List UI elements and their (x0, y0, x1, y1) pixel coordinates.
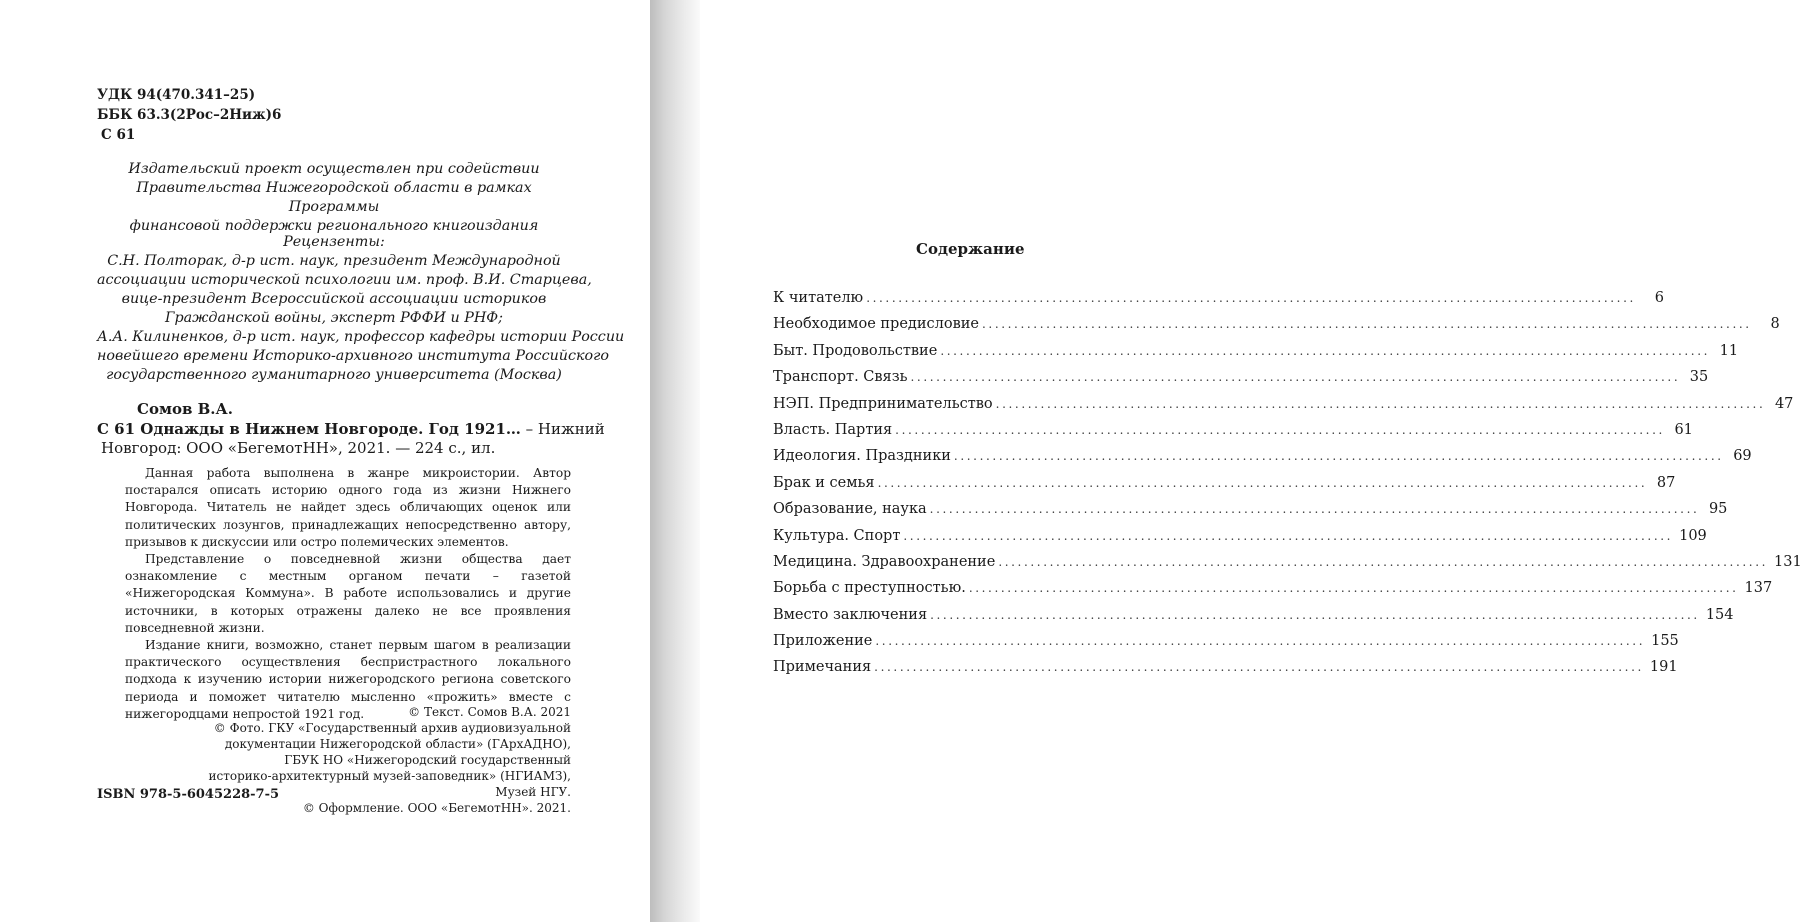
support-line: Правительства Нижегородской области в рамках Программы (136, 180, 532, 215)
toc-entry-page: 6 (1654, 290, 1664, 306)
toc-entry (773, 445, 1752, 471)
reviewer-line: вице-президент Всероссийской ассоциации историков (121, 291, 547, 307)
publishing-support-note (97, 160, 571, 236)
classification-codes (97, 85, 281, 145)
toc-entry-label: Быт. Продовольствие (773, 342, 938, 359)
toc-dot-leader: ........................................................................................................................ (929, 502, 1700, 517)
toc-dot-leader: ........................................................................................................................ (903, 528, 1674, 543)
author-name: Сомов В.А. (137, 400, 233, 418)
toc-entry-label: Медицина. Здравоохранение (773, 553, 996, 570)
toc-entry-page: 131 (1774, 553, 1802, 570)
support-line: финансовой поддержки регионального книгоиздания (129, 218, 539, 234)
copyright-line: Музей НГУ. (495, 785, 571, 799)
toc-dot-leader: ........................................................................................................................ (953, 449, 1724, 464)
toc-title: Содержание (916, 240, 1025, 258)
toc-entry-label: Культура. Спорт (773, 527, 901, 544)
toc-dot-leader: ........................................................................................................................ (866, 291, 1636, 305)
toc-entry-label: Власть. Партия (773, 421, 893, 438)
reviewer-line: Гражданской войны, эксперт РФФИ и РНФ; (165, 310, 503, 326)
toc-entry-page: 8 (1770, 316, 1780, 333)
toc-entry (773, 393, 1794, 419)
toc-entry-page: 87 (1656, 474, 1676, 491)
toc-dot-leader: ........................................................................................................................ (981, 317, 1752, 332)
toc-entry-label: Приложение (773, 633, 873, 650)
left-page (0, 0, 650, 922)
toc-entry-page: 191 (1649, 659, 1678, 676)
toc-entry (773, 656, 1678, 682)
toc-entry (773, 472, 1676, 498)
toc-dot-leader: ........................................................................................................................ (998, 554, 1769, 569)
udk-code: УДК 94(470.341–25) (97, 87, 256, 103)
author-sign-code: С 61 (101, 127, 136, 143)
toc-dot-leader: ........................................................................................................................ (874, 660, 1644, 675)
toc-entry-label: Вместо заключения (773, 606, 928, 623)
toc-entry-page: 61 (1674, 421, 1693, 438)
toc-entry-label: НЭП. Предпринимательство (773, 395, 993, 412)
toc-entry-page: 155 (1651, 633, 1679, 650)
bib-line-1 (97, 420, 605, 439)
toc-dot-leader: ........................................................................................................................ (930, 607, 1700, 622)
bbk-code: ББК 63.3(2Рос–2Ниж)6 (97, 107, 282, 123)
copyright-line: © Оформление. ООО «БегемотНН». 2021. (302, 801, 571, 815)
toc-entry (773, 366, 1709, 392)
copyright-line: документации Нижегородской области» (ГАрхАДНО), (224, 737, 571, 751)
toc-entry-label: К читателю (773, 290, 864, 306)
toc-entry-label: Транспорт. Связь (773, 369, 908, 386)
toc-entry-page: 35 (1689, 369, 1709, 386)
toc-dot-leader: ........................................................................................................................ (895, 422, 1665, 437)
bib-place: – Нижний (520, 420, 605, 438)
reviewer-line: новейшего времени Историко-архивного института Российского (97, 348, 609, 364)
book-title: С 61 Однажды в Нижнем Новгороде. Год 1921… (97, 420, 521, 438)
support-line: Издательский проект осуществлен при содействии (128, 161, 540, 177)
toc-entry (773, 419, 1693, 445)
toc-dot-leader: ........................................................................................................................ (995, 396, 1766, 411)
book-gutter-shadow (650, 0, 700, 922)
toc-dot-leader: ........................................................................................................................ (940, 343, 1711, 358)
toc-entry-label: Необходимое предисловие (773, 316, 979, 333)
toc-entry-page: 95 (1708, 501, 1728, 518)
toc-dot-leader: ........................................................................................................................ (877, 475, 1648, 490)
isbn: ISBN 978-5-6045228-7-5 (97, 787, 280, 802)
reviewer-line: ассоциации исторической психологии им. проф. В.И. Старцева, (97, 272, 592, 288)
toc-entry-page: 109 (1679, 527, 1707, 544)
copyright-line: © Фото. ГКУ «Государственный архив аудиовизуальной (213, 721, 571, 735)
toc-entry-page: 137 (1744, 580, 1773, 597)
bibliographic-record (97, 400, 605, 458)
reviewers-heading: Рецензенты: (283, 234, 385, 250)
reviewer-line: А.А. Килиненков, д-р ист. наук, профессор кафедры истории России (97, 329, 625, 345)
toc-entry (773, 577, 1773, 603)
copyright-line: © Текст. Сомов В.А. 2021 (408, 705, 571, 719)
toc-entry-label: Примечания (773, 659, 872, 676)
toc-dot-leader: ........................................................................................................................ (875, 634, 1646, 649)
toc-entry-page: 11 (1719, 342, 1739, 359)
annotation-paragraph: Издание книги, возможно, станет первым шагом в реализации практического осуществления беспристрастного локального подхода к изучению истории нижегородского региона советского периода и поможет читателю мысленно «прожить» вместе с нижегородцами непростой 1921 год. (125, 638, 571, 721)
annotation-paragraph: Данная работа выполнена в жанре микроистории. Автор постарался описать историю одного года из жизни Нижнего Новгорода. Читатель не найдет здесь обличающих оценок или политических лозунгов, принадлежащих непосредственно автору, призывов к дискуссии или остро полемических элементов. (125, 466, 571, 549)
toc-entry (773, 630, 1679, 656)
toc-entry-label: Борьба с преступностью. (773, 580, 966, 597)
reviewer-line: С.Н. Полторак, д-р ист. наук, президент Международной (107, 253, 561, 269)
toc-entry (773, 313, 1780, 339)
table-of-contents (773, 287, 1802, 683)
toc-entry (773, 525, 1707, 551)
toc-entry-page: 47 (1774, 395, 1794, 412)
copyright-line: историко-архитектурный музей-заповедник» (НГИАМЗ), (208, 769, 571, 783)
toc-entry (773, 287, 1664, 313)
copyright-line: ГБУК НО «Нижегородский государственный (284, 753, 571, 767)
toc-entry-page: 154 (1705, 606, 1734, 623)
toc-entry-label: Образование, наука (773, 501, 927, 518)
toc-entry-label: Идеология. Праздники (773, 448, 951, 465)
toc-entry-page: 69 (1733, 448, 1752, 465)
toc-entry-label: Брак и семья (773, 474, 875, 491)
toc-entry (773, 604, 1734, 630)
bib-line-2: Новгород: ООО «БегемотНН», 2021. — 224 с., ил. (101, 439, 496, 457)
toc-entry (773, 498, 1728, 524)
toc-dot-leader: ........................................................................................................................ (968, 581, 1739, 596)
reviewer-line: государственного гуманитарного университета (Москва) (106, 367, 562, 383)
toc-entry (773, 340, 1739, 366)
toc-entry (773, 551, 1802, 577)
annotation (125, 465, 571, 723)
reviewers-block (97, 233, 625, 385)
annotation-paragraph: Представление о повседневной жизни общества дает ознакомление с местным органом печати – газетой «Нижегородская Коммуна». В работе использовались и другие источники, в которых отражены далеко не все проявления повседневной жизни. (125, 552, 571, 635)
toc-dot-leader: ........................................................................................................................ (910, 370, 1681, 385)
